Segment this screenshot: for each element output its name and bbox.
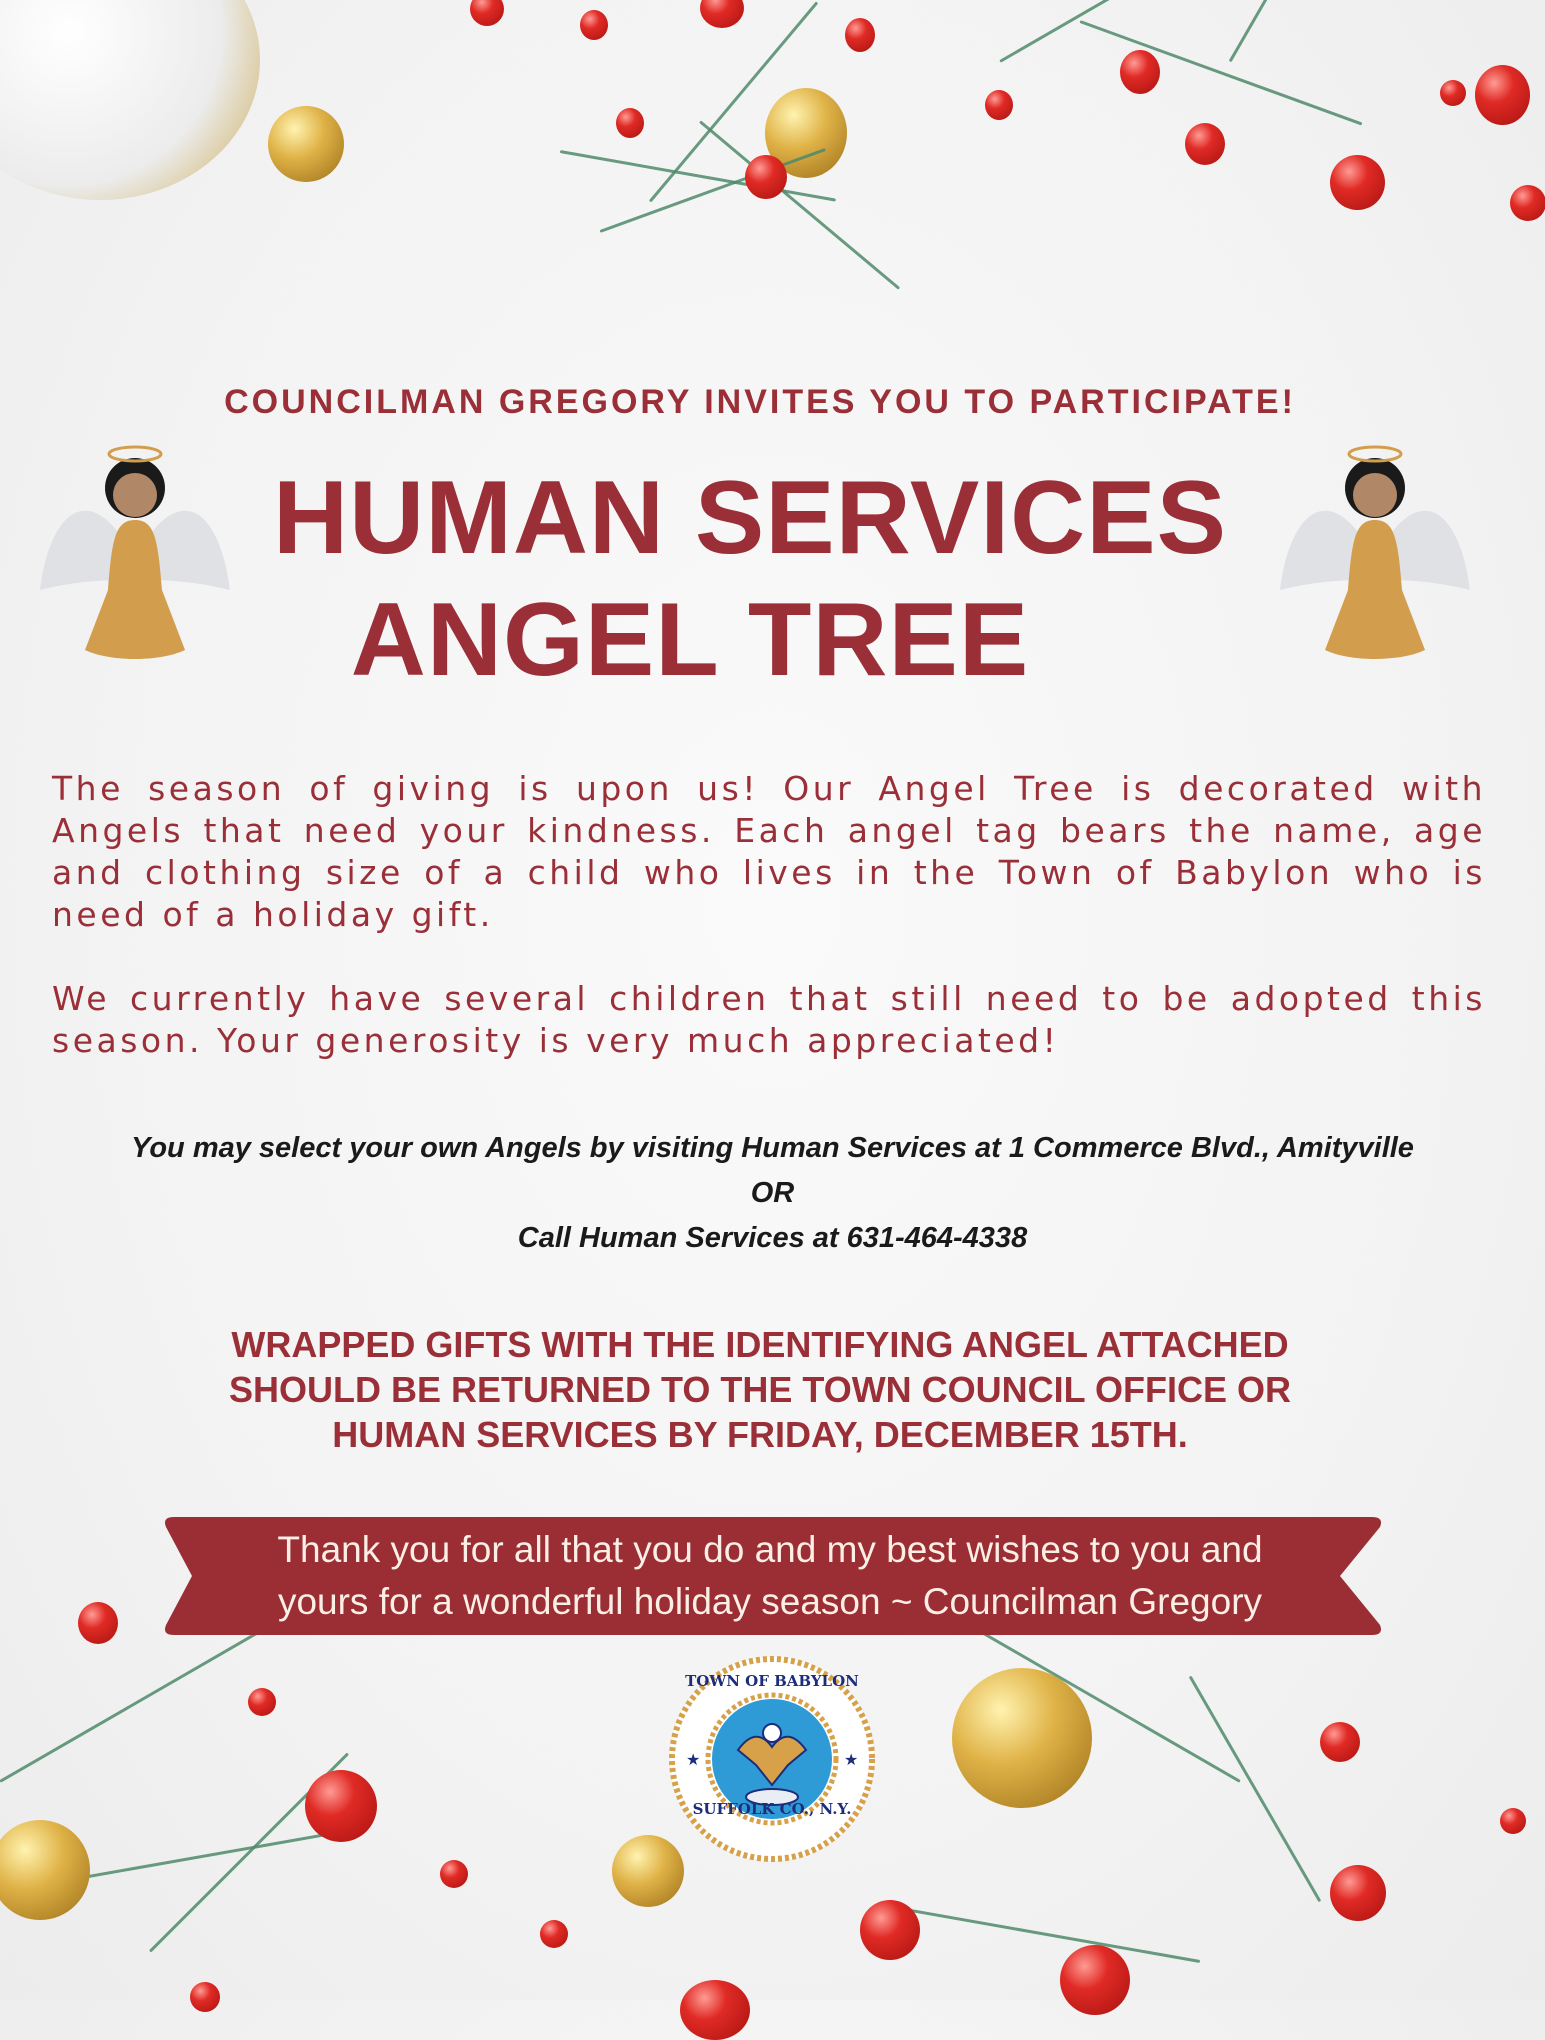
- berry-icon: [680, 1980, 750, 2040]
- ornament-icon: [268, 106, 344, 182]
- berry-icon: [616, 108, 644, 138]
- pine-branch-icon: [1189, 1676, 1322, 1903]
- berry-icon: [745, 155, 787, 199]
- berry-icon: [1475, 65, 1530, 125]
- thank-you-message: [200, 1524, 1340, 1628]
- intro-paragraph: The season of giving is upon us! Our Angel Tree is decorated with Angels that need your kindness. Each angel tag bears the name, age and clothing size of a child who lives in the Town of Babylon who is need of a holiday gift.: [52, 769, 1486, 934]
- deadline-line: HUMAN SERVICES BY FRIDAY, DECEMBER 15TH.: [332, 1414, 1188, 1455]
- berry-icon: [700, 0, 744, 28]
- berry-icon: [580, 10, 608, 40]
- page-title-line2: ANGEL TREE: [350, 582, 1030, 698]
- berry-icon: [985, 90, 1013, 120]
- berry-icon: [1330, 155, 1385, 210]
- berry-icon: [1320, 1722, 1360, 1762]
- berry-icon: [1185, 123, 1225, 165]
- pine-branch-icon: [1229, 0, 1342, 62]
- berry-icon: [305, 1770, 377, 1842]
- svg-text:★: ★: [686, 1752, 701, 1769]
- berry-icon: [845, 18, 875, 52]
- call-instructions: Call Human Services at 631-464-4338: [517, 1222, 1028, 1254]
- pine-branch-icon: [60, 1828, 356, 1883]
- berry-icon: [440, 1860, 468, 1888]
- angel-icon: [1260, 440, 1490, 670]
- or-separator: OR: [750, 1177, 795, 1209]
- invite-heading: COUNCILMAN GREGORY INVITES YOU TO PARTICIPATE!: [224, 383, 1296, 421]
- svg-text:★: ★: [844, 1752, 859, 1769]
- adoption-paragraph: We currently have several children that still need to be adopted this season. Your generosity is very much appreciated!: [52, 979, 1486, 1060]
- deadline-line: SHOULD BE RETURNED TO THE TOWN COUNCIL OFFICE OR: [228, 1369, 1292, 1410]
- seal-bottom-text: SUFFOLK CO., N.Y.: [692, 1800, 852, 1818]
- seal-top-text: TOWN OF BABYLON: [685, 1672, 859, 1690]
- deadline-line: WRAPPED GIFTS WITH THE IDENTIFYING ANGEL ATTACHED: [231, 1324, 1289, 1365]
- berry-icon: [470, 0, 504, 26]
- visit-instructions: You may select your own Angels by visiting Human Services at 1 Commerce Blvd., Amityville: [131, 1132, 1414, 1164]
- ornament-icon: [0, 0, 260, 200]
- berry-icon: [1330, 1865, 1386, 1921]
- berry-icon: [1060, 1945, 1130, 2015]
- berry-icon: [1120, 50, 1160, 94]
- berry-icon: [1510, 185, 1545, 221]
- pine-branch-icon: [885, 1904, 1201, 1963]
- berry-icon: [540, 1920, 568, 1948]
- ornament-icon: [952, 1668, 1092, 1808]
- berry-icon: [78, 1602, 118, 1644]
- angel-icon: [20, 440, 250, 670]
- page-title-line1: HUMAN SERVICES: [272, 460, 1227, 576]
- berry-icon: [248, 1688, 276, 1716]
- berry-icon: [860, 1900, 920, 1960]
- deadline-notice: [160, 1322, 1360, 1457]
- berry-icon: [190, 1982, 220, 2012]
- pine-branch-icon: [0, 1620, 278, 1783]
- berry-icon: [1440, 80, 1466, 106]
- berry-icon: [1500, 1808, 1526, 1834]
- ribbon-line: Thank you for all that you do and my best wishes to you and: [277, 1529, 1263, 1570]
- ribbon-line: yours for a wonderful holiday season ~ Councilman Gregory: [277, 1581, 1263, 1622]
- ornament-icon: [0, 1820, 90, 1920]
